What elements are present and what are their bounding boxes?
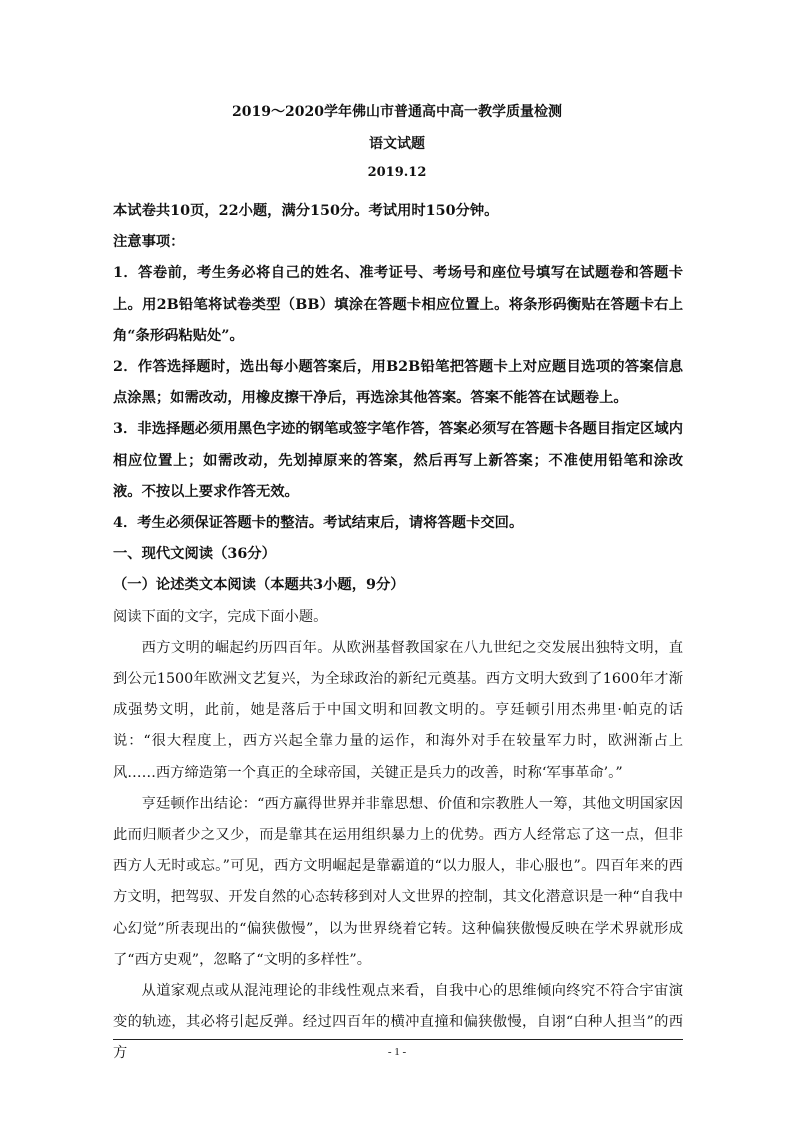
exam-title: 2019～2020学年佛山市普通高中高一教学质量检测 — [232, 104, 562, 120]
passage-paragraph: 亨廷顿作出结论：“西方赢得世界并非靠思想、价值和宗教胜人一筹，其他文明国家因此而归顺者少之又少，而是靠其在运用组织暴力上的优势。西方人经常忘了这一点，但非西方人无时或忘。”可见，西方文明崛起是靠霸道的“以力服人，非心服也”。四百年来的西方文明，把驾驭、开发自然的心态转移到对人文世界的控制，其文化潜意识是一种“自我中心幻觉”所表现出的“偏狭傲慢”，以为世界绕着它转。这种偏狭傲慢反映在学术界就形成了“西方史观”，忽略了“文明的多样性”。 — [113, 795, 683, 968]
notice-heading: 注意事项： — [113, 234, 185, 251]
exam-date: 2019.12 — [367, 165, 427, 180]
document-body — [113, 196, 683, 1070]
page-number: - 1 - — [387, 1046, 407, 1058]
exam-summary: 本试卷共10页，22小题，满分150分。考试用时150分钟。 — [113, 203, 499, 219]
notice-item: 3．非选择题必须用黑色字迹的钢笔或签字笔作答，答案必须写在答题卡各题目指定区域内相应位置上；如需改动，先划掉原来的答案，然后再写上新答案；不准使用铅笔和涂改液。不按以上要求作答无效。 — [113, 421, 683, 500]
passage-paragraph: 西方文明的崛起约历四百年。从欧洲基督教国家在八九世纪之交发展出独特文明，直到公元1500年欧洲文艺复兴，为全球政治的新纪元奠基。西方文明大致到了1600年才渐成强势文明，此前，她是落后于中国文明和回教文明的。亨廷顿引用杰弗里·帕克的话说：“很大程度上，西方兴起全靠力量的运作，和海外对手在较量军力时，欧洲渐占上风……西方缔造第一个真正的全球帝国，关键正是兵力的改善，时称‘军事革命’。” — [113, 639, 683, 781]
passage-paragraph: 从道家观点或从混沌理论的非线性观点来看，自我中心的思维倾向终究不符合宇宙演变的轨迹，其必将引起反弹。经过四百年的横冲直撞和偏狭傲慢，自诩“白种人担当”的西方 — [113, 983, 683, 1062]
footer-divider — [113, 1039, 683, 1040]
section-subheading: （一）论述类文本阅读（本题共3小题，9分） — [113, 577, 405, 594]
notice-item: 4．考生必须保证答题卡的整洁。考试结束后，请将答题卡交回。 — [113, 515, 524, 532]
notice-item: 1．答卷前，考生务必将自己的姓名、准考证号、考场号和座位号填写在试题卷和答题卡上。用2B铅笔将试卷类型（BB）填涂在答题卡相应位置上。将条形码衡贴在答题卡右上角“条形码粘贴处”。 — [113, 265, 683, 344]
section-heading: 一、现代文阅读（36分） — [113, 546, 276, 563]
reading-instruction: 阅读下面的文字，完成下面小题。 — [113, 608, 328, 625]
exam-subject: 语文试题 — [369, 136, 425, 152]
notice-item: 2．作答选择题时，选出每小题答案后，用B2B铅笔把答题卡上对应题目选项的答案信息点涂黑；如需改动，用橡皮擦干净后，再选涂其他答案。答案不能答在试题卷上。 — [113, 359, 683, 407]
